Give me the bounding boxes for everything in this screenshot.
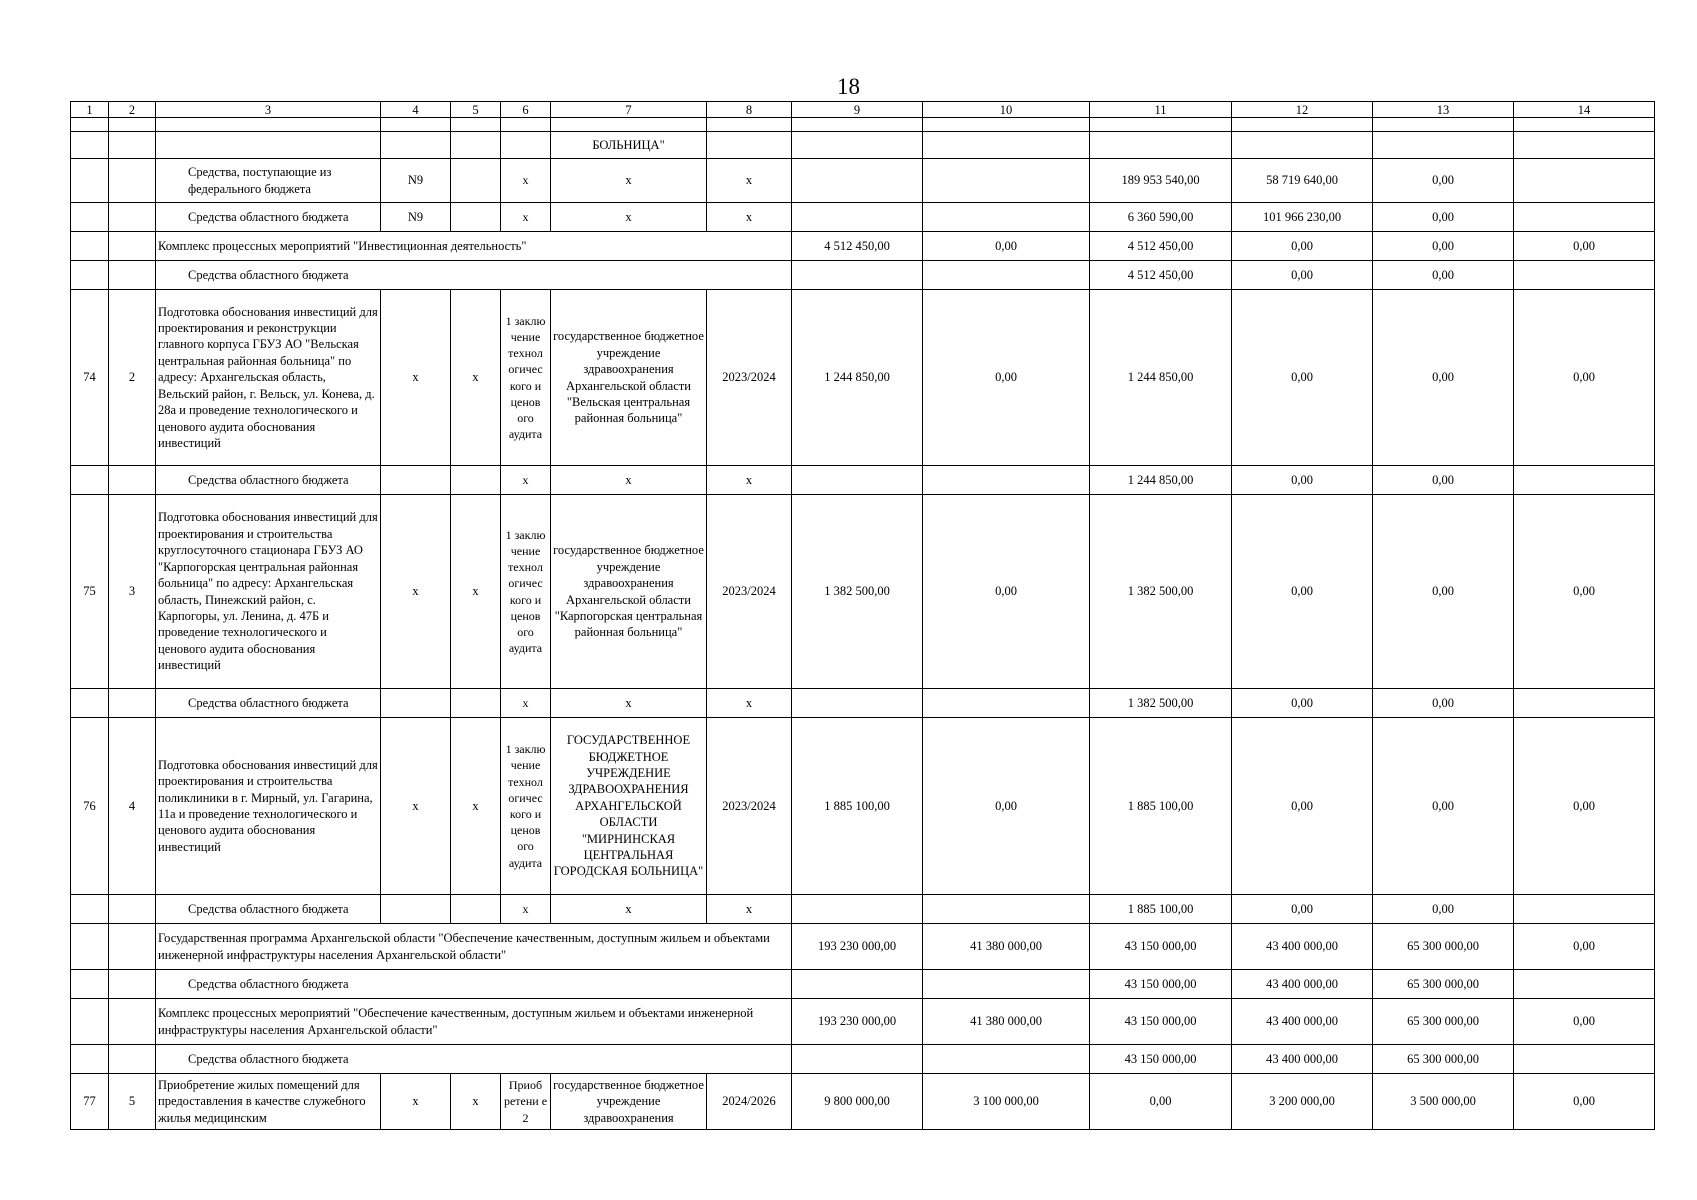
table-cell: x: [381, 495, 451, 689]
table-cell: [156, 118, 381, 132]
table-cell: 43 150 000,00: [1090, 999, 1232, 1045]
table-cell: x: [707, 159, 792, 203]
table-cell: [451, 118, 501, 132]
table-cell: государственное бюджетное учреждение здравоохранения Архангельской области "Карпогорская центральная районная больница": [551, 495, 707, 689]
table-cell: [707, 118, 792, 132]
table-cell: 43 150 000,00: [1090, 1045, 1232, 1074]
table-cell: x: [381, 1074, 451, 1130]
table-cell: 1 244 850,00: [792, 290, 923, 466]
table-cell: x: [451, 495, 501, 689]
table-cell: N9: [381, 159, 451, 203]
table-row: [71, 718, 1655, 895]
table-row: [71, 999, 1655, 1045]
table-cell: государственное бюджетное учреждение здравоохранения: [551, 1074, 707, 1130]
table-cell: [792, 895, 923, 924]
table-cell: 65 300 000,00: [1373, 970, 1514, 999]
table-cell: [923, 895, 1090, 924]
table-cell: Комплекс процессных мероприятий "Инвестиционная деятельность": [156, 232, 792, 261]
table-cell: [1514, 118, 1655, 132]
table-cell: [792, 970, 923, 999]
table-row: [71, 203, 1655, 232]
table-cell: 0,00: [1232, 718, 1373, 895]
table-cell: [707, 132, 792, 159]
page-number: 18: [837, 74, 860, 99]
table-cell: x: [381, 718, 451, 895]
table-cell: [71, 689, 109, 718]
table-cell: 43 400 000,00: [1232, 999, 1373, 1045]
table-cell: [792, 689, 923, 718]
column-number: 9: [792, 102, 923, 118]
table-row: [71, 1045, 1655, 1074]
table-cell: 65 300 000,00: [1373, 924, 1514, 970]
table-row: [71, 159, 1655, 203]
column-number: 11: [1090, 102, 1232, 118]
table-cell: ГОСУДАРСТВЕННОЕ БЮДЖЕТНОЕ УЧРЕЖДЕНИЕ ЗДРАВООХРАНЕНИЯ АРХАНГЕЛЬСКОЙ ОБЛАСТИ "МИРНИНСКАЯ ЦЕНТРАЛЬНАЯ ГОРОДСКАЯ БОЛЬНИЦА": [551, 718, 707, 895]
table-cell: 101 966 230,00: [1232, 203, 1373, 232]
table-cell: [451, 132, 501, 159]
table-cell: [923, 1045, 1090, 1074]
table-cell: Государственная программа Архангельской области "Обеспечение качественным, доступным жильем и объектами инженерной инфраструктуры населения Архангельской области": [156, 924, 792, 970]
table-row: [71, 132, 1655, 159]
table-cell: [451, 689, 501, 718]
table-cell: [1514, 466, 1655, 495]
table-cell: 43 150 000,00: [1090, 970, 1232, 999]
table-cell: 0,00: [1373, 232, 1514, 261]
table-cell: 193 230 000,00: [792, 924, 923, 970]
table-cell: 0,00: [1373, 261, 1514, 290]
table-cell: x: [707, 466, 792, 495]
table-cell: 0,00: [1232, 495, 1373, 689]
table-cell: [381, 466, 451, 495]
table-cell: [923, 261, 1090, 290]
table-cell: [156, 132, 381, 159]
table-cell: 4 512 450,00: [792, 232, 923, 261]
table-cell: x: [707, 689, 792, 718]
table-cell: [71, 159, 109, 203]
table-cell: x: [451, 1074, 501, 1130]
table-cell: [923, 132, 1090, 159]
table-cell: x: [501, 895, 551, 924]
table-cell: [451, 466, 501, 495]
table-cell: x: [381, 290, 451, 466]
table-cell: 76: [71, 718, 109, 895]
table-cell: 0,00: [1514, 718, 1655, 895]
table-cell: [109, 1045, 156, 1074]
table-cell: 0,00: [1514, 290, 1655, 466]
table-cell: 43 150 000,00: [1090, 924, 1232, 970]
table-cell: 4 512 450,00: [1090, 261, 1232, 290]
table-cell: Подготовка обоснования инвестиций для проектирования и реконструкции главного корпуса ГБУЗ АО "Вельская центральная районная больница" по адресу: Архангельская область, Вельский район, г. Вельск, ул. Конева, д. 28а и проведение технологического и ценового аудита обоснования инвестиций: [156, 290, 381, 466]
table-cell: [109, 999, 156, 1045]
table-cell: 43 400 000,00: [1232, 924, 1373, 970]
table-cell: x: [451, 718, 501, 895]
table-cell: 0,00: [1514, 495, 1655, 689]
table-cell: 0,00: [1514, 232, 1655, 261]
column-number: 10: [923, 102, 1090, 118]
table-cell: 0,00: [1373, 203, 1514, 232]
table-cell: 1 885 100,00: [792, 718, 923, 895]
table-cell: Приобретение жилых помещений для предоставления в качестве служебного жилья медицинским: [156, 1074, 381, 1130]
table-row: [71, 261, 1655, 290]
table-cell: [1514, 159, 1655, 203]
table-cell: 0,00: [1232, 895, 1373, 924]
table-cell: [1090, 118, 1232, 132]
table-cell: 0,00: [1232, 290, 1373, 466]
table-cell: 0,00: [1232, 466, 1373, 495]
table-cell: 4 512 450,00: [1090, 232, 1232, 261]
table-cell: 65 300 000,00: [1373, 999, 1514, 1045]
table-cell: [381, 118, 451, 132]
table-cell: Средства областного бюджета: [156, 203, 381, 232]
table-cell: x: [501, 689, 551, 718]
table-cell: 58 719 640,00: [1232, 159, 1373, 203]
table-cell: 9 800 000,00: [792, 1074, 923, 1130]
table-cell: x: [501, 159, 551, 203]
table-cell: [71, 970, 109, 999]
table-cell: [923, 970, 1090, 999]
table-cell: 0,00: [1232, 261, 1373, 290]
table-cell: x: [551, 203, 707, 232]
table-cell: [1514, 1045, 1655, 1074]
table-cell: 0,00: [1514, 999, 1655, 1045]
table-cell: [109, 118, 156, 132]
table-cell: [109, 261, 156, 290]
table-cell: [109, 689, 156, 718]
table-cell: 3 500 000,00: [1373, 1074, 1514, 1130]
table-cell: 3 100 000,00: [923, 1074, 1090, 1130]
table-cell: государственное бюджетное учреждение здравоохранения Архангельской области "Вельская центральная районная больница": [551, 290, 707, 466]
table-cell: Подготовка обоснования инвестиций для проектирования и строительства поликлиники в г. Мирный, ул. Гагарина, 11а и проведение технологического и ценового аудита обоснования инвестиций: [156, 718, 381, 895]
table-cell: [1373, 118, 1514, 132]
table-cell: БОЛЬНИЦА": [551, 132, 707, 159]
table-cell: 0,00: [1514, 924, 1655, 970]
table-cell: 0,00: [1373, 495, 1514, 689]
table-cell: 0,00: [1373, 466, 1514, 495]
table-cell: x: [551, 689, 707, 718]
table-cell: 2023/2024: [707, 290, 792, 466]
table-cell: [923, 118, 1090, 132]
table-cell: x: [451, 290, 501, 466]
table-cell: [109, 159, 156, 203]
table-cell: 1 244 850,00: [1090, 466, 1232, 495]
table-cell: [71, 895, 109, 924]
table-cell: Приоб ретени е 2: [501, 1074, 551, 1130]
table-cell: 1 382 500,00: [1090, 689, 1232, 718]
table-cell: 1 заклю чение технол огичес кого и ценов ого аудита: [501, 718, 551, 895]
table-cell: 2: [109, 290, 156, 466]
table-cell: Подготовка обоснования инвестиций для проектирования и строительства круглосуточного стационара ГБУЗ АО "Карпогорская центральная районная больница" по адресу: Архангельская область, Пинежский район, с. Карпогоры, ул. Ленина, д. 47Б и проведение технологического и ценового аудита обоснования инвестиций: [156, 495, 381, 689]
table-row: [71, 895, 1655, 924]
column-number: 5: [451, 102, 501, 118]
table-cell: [71, 132, 109, 159]
table-cell: x: [501, 466, 551, 495]
table-cell: 0,00: [1373, 718, 1514, 895]
table-cell: [1232, 118, 1373, 132]
table-cell: [381, 132, 451, 159]
table-cell: 0,00: [923, 495, 1090, 689]
table-row: [71, 1074, 1655, 1130]
table-cell: [109, 232, 156, 261]
column-number: 8: [707, 102, 792, 118]
table-cell: [792, 203, 923, 232]
column-number: 4: [381, 102, 451, 118]
table-cell: [451, 203, 501, 232]
table-cell: [1514, 895, 1655, 924]
table-cell: 1 заклю чение технол огичес кого и ценов ого аудита: [501, 495, 551, 689]
table-cell: [381, 689, 451, 718]
table-cell: [792, 1045, 923, 1074]
table-cell: 0,00: [923, 232, 1090, 261]
table-cell: x: [501, 203, 551, 232]
table-cell: [792, 261, 923, 290]
table-cell: [923, 159, 1090, 203]
table-row: [71, 466, 1655, 495]
table-cell: Комплекс процессных мероприятий "Обеспечение качественным, доступным жильем и объектами инженерной инфраструктуры населения Архангельской области": [156, 999, 792, 1045]
table-row: [71, 924, 1655, 970]
table-cell: 0,00: [1232, 689, 1373, 718]
table-cell: Средства областного бюджета: [156, 466, 381, 495]
table-cell: 0,00: [923, 718, 1090, 895]
table-cell: [1514, 689, 1655, 718]
table-cell: [109, 466, 156, 495]
table-cell: 2023/2024: [707, 718, 792, 895]
table-cell: [109, 203, 156, 232]
table-cell: [923, 203, 1090, 232]
table-cell: Средства областного бюджета: [156, 689, 381, 718]
table-cell: 4: [109, 718, 156, 895]
table-cell: 43 400 000,00: [1232, 1045, 1373, 1074]
table-cell: x: [551, 159, 707, 203]
table-cell: [792, 118, 923, 132]
table-cell: 0,00: [1514, 1074, 1655, 1130]
table-cell: [71, 118, 109, 132]
table-row: [71, 232, 1655, 261]
table-cell: x: [707, 895, 792, 924]
table-cell: 5: [109, 1074, 156, 1130]
column-number: 1: [71, 102, 109, 118]
table-cell: 41 380 000,00: [923, 999, 1090, 1045]
table-cell: [71, 232, 109, 261]
table-cell: 0,00: [1232, 232, 1373, 261]
table-cell: [71, 999, 109, 1045]
column-number: 12: [1232, 102, 1373, 118]
table-cell: 74: [71, 290, 109, 466]
table-cell: [551, 118, 707, 132]
table-row: [71, 689, 1655, 718]
table-cell: [451, 895, 501, 924]
table-cell: 0,00: [1090, 1074, 1232, 1130]
table-cell: 1 885 100,00: [1090, 895, 1232, 924]
table-cell: 2024/2026: [707, 1074, 792, 1130]
table-cell: [1373, 132, 1514, 159]
table-cell: 3 200 000,00: [1232, 1074, 1373, 1130]
table-cell: 0,00: [1373, 290, 1514, 466]
table-cell: 77: [71, 1074, 109, 1130]
table-cell: 1 382 500,00: [1090, 495, 1232, 689]
table-cell: x: [707, 203, 792, 232]
table-cell: [381, 895, 451, 924]
table-cell: x: [551, 895, 707, 924]
table-cell: 2023/2024: [707, 495, 792, 689]
table-cell: 0,00: [1373, 159, 1514, 203]
table-cell: [109, 924, 156, 970]
table-cell: x: [551, 466, 707, 495]
table-cell: [1090, 132, 1232, 159]
table-cell: 1 382 500,00: [792, 495, 923, 689]
table-cell: [71, 261, 109, 290]
table-cell: [109, 970, 156, 999]
table-cell: 189 953 540,00: [1090, 159, 1232, 203]
column-number: 6: [501, 102, 551, 118]
table-row: [71, 118, 1655, 132]
table-cell: 41 380 000,00: [923, 924, 1090, 970]
table-cell: 1 885 100,00: [1090, 718, 1232, 895]
table-row: [71, 290, 1655, 466]
table-cell: Средства областного бюджета: [156, 261, 792, 290]
column-number: 14: [1514, 102, 1655, 118]
table-cell: [71, 924, 109, 970]
table-cell: [1514, 261, 1655, 290]
table-cell: 193 230 000,00: [792, 999, 923, 1045]
table-row: [71, 495, 1655, 689]
table-cell: 0,00: [1373, 689, 1514, 718]
column-number: 13: [1373, 102, 1514, 118]
table-cell: [109, 132, 156, 159]
table-cell: [501, 132, 551, 159]
budget-table: [70, 101, 1655, 1130]
table-cell: 0,00: [1373, 895, 1514, 924]
table-cell: Средства областного бюджета: [156, 970, 792, 999]
table-cell: [1514, 970, 1655, 999]
table-cell: Средства областного бюджета: [156, 895, 381, 924]
table-cell: [1514, 203, 1655, 232]
table-cell: 75: [71, 495, 109, 689]
table-cell: 1 244 850,00: [1090, 290, 1232, 466]
column-number-row: [71, 102, 1655, 118]
table-cell: 0,00: [923, 290, 1090, 466]
table-cell: [501, 118, 551, 132]
table-cell: 43 400 000,00: [1232, 970, 1373, 999]
column-number: 3: [156, 102, 381, 118]
table-cell: [792, 159, 923, 203]
table-cell: 6 360 590,00: [1090, 203, 1232, 232]
table-row: [71, 970, 1655, 999]
table-cell: [71, 1045, 109, 1074]
table-cell: [1232, 132, 1373, 159]
table-cell: [792, 132, 923, 159]
table-cell: [923, 689, 1090, 718]
table-cell: [451, 159, 501, 203]
table-cell: 3: [109, 495, 156, 689]
column-number: 2: [109, 102, 156, 118]
table-cell: 1 заклю чение технол огичес кого и ценов ого аудита: [501, 290, 551, 466]
table-cell: Средства областного бюджета: [156, 1045, 792, 1074]
table-cell: [71, 203, 109, 232]
table-cell: [792, 466, 923, 495]
table-cell: [71, 466, 109, 495]
table-cell: [923, 466, 1090, 495]
table-cell: 65 300 000,00: [1373, 1045, 1514, 1074]
table-cell: [1514, 132, 1655, 159]
table-cell: [109, 895, 156, 924]
column-number: 7: [551, 102, 707, 118]
table-cell: Средства, поступающие из федерального бюджета: [156, 159, 381, 203]
table-cell: N9: [381, 203, 451, 232]
